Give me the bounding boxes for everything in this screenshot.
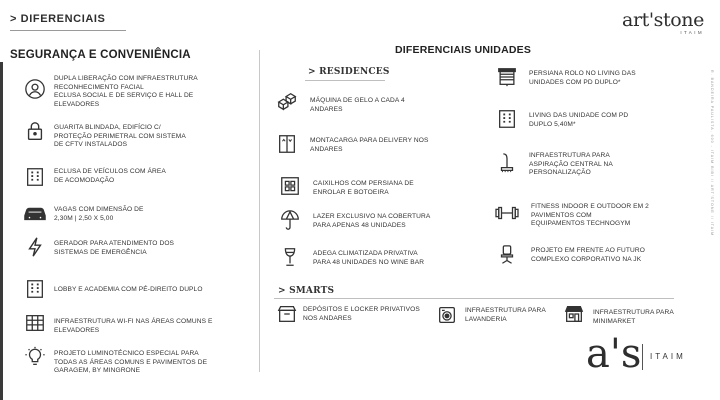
office-chair-icon [496,244,518,266]
residence-item-8: FITNESS INDOOR E OUTDOOR EM 2 PAVIMENTOS COM EQUIPAMENTOS TECHNOGYM [531,203,649,228]
storage-box-icon [276,303,298,325]
residence-item-5: PERSIANA ROLO NO LIVING DAS UNIDADES COM PD DUPLO* [529,70,636,86]
minimarket-icon [563,303,585,325]
building-icon [24,278,46,300]
brand-subtitle: ITAIM [680,30,704,35]
wine-glass-icon [279,246,301,268]
brand-name: art'stone [622,9,704,31]
residences-underline [305,80,385,81]
lightbulb-icon [24,346,46,368]
smart-item-1: INFRAESTRUTURA PARA LAVANDERIA [465,307,546,323]
left-item-3: VAGAS COM DIMENSÃO DE 2,30M | 2,50 X 5,00 [54,206,144,222]
residence-item-4: ADEGA CLIMATIZADA PRIVATIVA PARA 48 UNIDADES NO WINE BAR [313,250,425,266]
brand-logo [622,10,704,38]
smart-item-2: INFRAESTRUTURA PARA MINIMARKET [593,309,674,325]
washing-machine-icon [436,304,458,326]
footer-logo-subtitle: ITAIM [650,352,686,361]
ice-cubes-icon [276,91,298,113]
left-item-1: GUARITA BLINDADA, EDIFÍCIO C/ PROTEÇÃO PERIMETRAL COM SISTEMA DE CFTV INSTALADOS [54,124,186,149]
residence-item-1: MONTACARGA PARA DELIVERY NOS ANDARES [310,137,429,153]
left-item-7: PROJETO LUMINOTÉCNICO ESPECIAL PARA TODAS AS ÁREAS COMUNS E PAVIMENTOS DE GARAGEM, BY MINGRONE [54,350,208,375]
dumbbell-icon [494,202,520,224]
smarts-heading: > SMARTS [278,286,335,296]
side-strip-text: R. BANDEIRA PAULISTA, 600 - ITAIM BIBI // ART'STONE // ITAIM [710,70,714,237]
left-item-6: INFRAESTRUTURA WI-FI NAS ÁREAS COMUNS E ELEVADORES [54,318,213,334]
left-section-title: SEGURANÇA E CONVENIÊNCIA [10,49,191,61]
left-item-2: ECLUSA DE VEÍCULOS COM ÁREA DE ACOMODAÇÃO [54,168,166,184]
lightning-icon [24,236,46,258]
column-divider [259,50,260,372]
elevator-icon [276,133,298,155]
left-accent-bar [0,62,3,400]
left-item-4: GERADOR PARA ATENDIMENTO DOS SISTEMAS DE EMERGÊNCIA [54,240,175,256]
window-frame-icon [279,175,301,197]
smarts-underline [274,298,674,299]
residence-item-2: CAIXILHOS COM PERSIANA DE ENROLAR E BOTOEIRA [313,180,414,196]
roller-blind-icon [496,66,518,88]
smart-item-0: DEPÓSITOS E LOCKER PRIVATIVOS NOS ANDARES [303,306,420,322]
residence-item-6: LIVING DAS UNIDADE COM PD DUPLO 5,40M* [529,112,629,128]
building-icon [24,166,46,188]
left-item-0: DUPLA LIBERAÇÃO COM INFRAESTRUTURA RECONHECIMENTO FACIAL ECLUSA SOCIAL E DE SERVIÇO E HALL DE ELEVADORES [54,75,198,108]
car-icon [22,202,48,224]
wifi-grid-icon [24,312,46,334]
residence-item-7: INFRAESTRUTURA PARA ASPIRAÇÃO CENTRAL NA PERSONALIZAÇÃO [529,152,613,177]
footer-logo-mark: a's [586,331,642,377]
page-title: > DIFERENCIAIS [10,13,106,25]
footer-logo [586,332,696,384]
left-item-5: LOBBY E ACADEMIA COM PÉ-DIREITO DUPLO [54,286,203,293]
residence-item-9: PROJETO EM FRENTE AO FUTURO COMPLEXO CORPORATIVO NA JK [531,247,645,263]
right-section-title: DIFERENCIAIS UNIDADES [395,44,532,56]
residence-item-3: LAZER EXCLUSIVO NA COBERTURA PARA APENAS 48 UNIDADES [313,213,431,229]
residences-heading: > RESIDENCES [308,67,390,77]
side-strip [708,70,718,340]
face-recognition-icon [24,78,46,100]
umbrella-icon [279,210,301,232]
vacuum-icon [496,152,518,174]
padlock-icon [24,120,46,142]
title-underline [10,30,126,31]
footer-logo-separator [642,344,643,370]
building-icon [496,108,518,130]
residence-item-0: MÁQUINA DE GELO A CADA 4 ANDARES [310,97,405,113]
